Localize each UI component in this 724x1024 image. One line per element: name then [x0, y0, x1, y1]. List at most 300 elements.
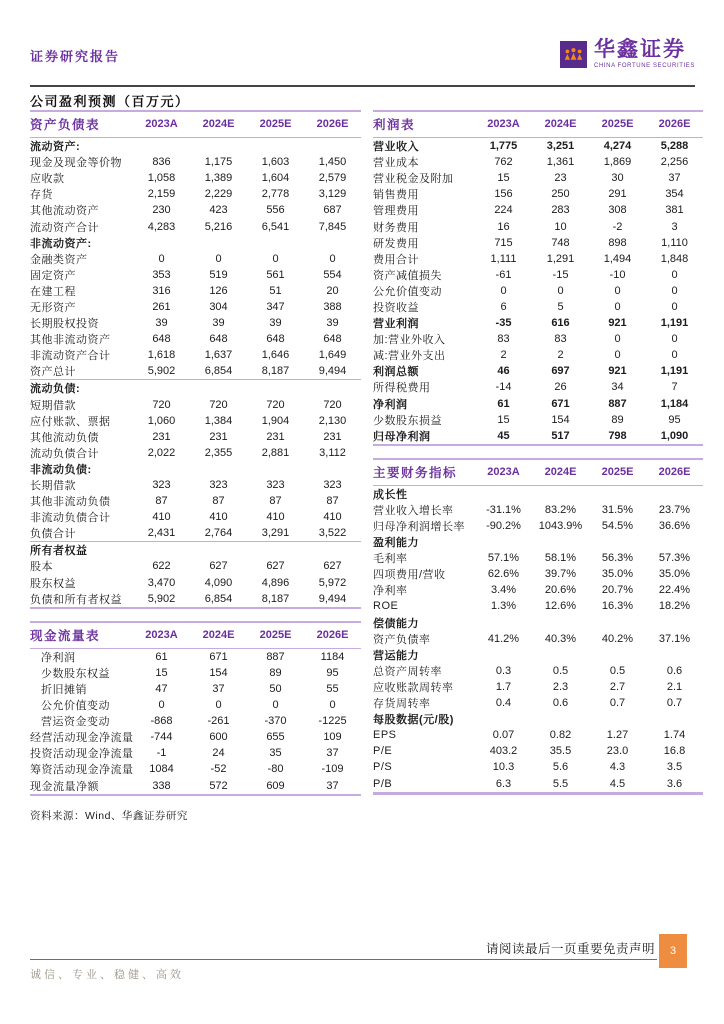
row-label: 四项费用/营收: [373, 569, 446, 582]
cell-value: 54.5%: [601, 520, 634, 533]
cell-value: 231: [323, 430, 342, 443]
table-header-row: [30, 621, 361, 649]
cell-value: 6,854: [204, 365, 233, 378]
table-row: [373, 138, 703, 154]
cell-value: 1,775: [489, 140, 518, 153]
right-column: [373, 110, 703, 807]
table-row: [373, 759, 703, 775]
cell-value: -261: [207, 715, 230, 728]
cell-value: 16.8: [663, 745, 686, 758]
cell-value: 5,288: [660, 140, 689, 153]
column-header: 2023A: [145, 628, 178, 641]
cell-value: 36.6%: [658, 520, 691, 533]
table-row: [30, 413, 361, 429]
row-label: 偿债能力: [373, 617, 419, 630]
column-header: 2026E: [658, 465, 691, 478]
table-title: 利润表: [373, 118, 416, 132]
row-label: 折旧摊销: [41, 683, 87, 696]
table-row: [30, 713, 361, 729]
cell-value: 2,355: [204, 446, 233, 459]
row-label: 长期借款: [30, 480, 76, 493]
cell-value: 22.4%: [658, 584, 691, 597]
cell-value: 231: [152, 430, 171, 443]
cell-value: 230: [152, 204, 171, 217]
table-row: [373, 428, 703, 446]
cell-value: 403.2: [489, 745, 518, 758]
cell-value: 1,646: [261, 349, 290, 362]
cell-value: 648: [266, 333, 285, 346]
cell-value: 20: [326, 284, 339, 297]
row-label: 现金及现金等价物: [30, 157, 122, 170]
row-label: 股本: [30, 561, 53, 574]
cell-value: 0: [329, 699, 336, 712]
cell-value: 1,848: [660, 252, 689, 265]
cell-value: 5,972: [318, 576, 347, 589]
cell-value: 720: [266, 398, 285, 411]
cell-value: 8,187: [261, 365, 290, 378]
brand-subtitle: CHINA FORTUNE SECURITIES: [594, 63, 695, 69]
row-label: 流动资产:: [30, 141, 81, 154]
cell-value: 1043.9%: [538, 520, 583, 533]
cell-value: 10: [554, 220, 567, 233]
cell-value: 2,130: [318, 414, 347, 427]
row-label: 在建工程: [30, 285, 76, 298]
cell-value: 798: [608, 429, 627, 442]
row-label: 投资活动现金净流量: [30, 748, 134, 761]
cell-value: 1,494: [603, 252, 632, 265]
table-row: [30, 665, 361, 681]
cell-value: 5.6: [552, 761, 569, 774]
cell-value: 0: [272, 699, 279, 712]
table-row: [30, 493, 361, 509]
cell-value: 0: [158, 252, 165, 265]
cell-value: 609: [266, 779, 285, 792]
cell-value: 1,384: [204, 414, 233, 427]
cell-value: -1225: [318, 715, 347, 728]
cell-value: 1,604: [261, 172, 290, 185]
row-label: 净利润: [373, 398, 408, 411]
cell-value: 9,494: [318, 365, 347, 378]
table-row: [373, 598, 703, 614]
cell-value: 354: [665, 188, 684, 201]
cell-value: 5,216: [204, 220, 233, 233]
row-label: 股东权益: [30, 577, 76, 590]
cell-value: 1,618: [147, 349, 176, 362]
cell-value: 671: [551, 397, 570, 410]
table-row: [30, 509, 361, 525]
cell-value: 1,184: [660, 397, 689, 410]
cell-value: 0.5: [609, 664, 626, 677]
cell-value: 5: [557, 300, 564, 313]
cell-value: 0: [614, 349, 621, 362]
row-label: 应收账款周转率: [373, 681, 454, 694]
table-title: 资产负债表: [30, 118, 101, 132]
cell-value: 308: [608, 204, 627, 217]
cell-value: -52: [210, 763, 227, 776]
cell-value: 56.3%: [601, 552, 634, 565]
cell-value: 35.0%: [601, 568, 634, 581]
cell-value: 3.6: [666, 777, 683, 790]
cell-value: 1,058: [147, 172, 176, 185]
section-row: [373, 711, 703, 727]
table-row: [373, 331, 703, 347]
cell-value: 1,869: [603, 156, 632, 169]
cell-value: 89: [611, 413, 624, 426]
row-label: 营业利润: [373, 318, 419, 331]
cell-value: 20.6%: [544, 584, 577, 597]
cell-value: 83: [497, 333, 510, 346]
column-header: 2024E: [202, 628, 235, 641]
table-row: [373, 202, 703, 218]
key-indicators-table: [373, 458, 703, 795]
row-label: 营业收入增长率: [373, 504, 454, 517]
brand-name: 华鑫证券: [594, 38, 687, 61]
cell-value: 89: [269, 666, 282, 679]
table-row: [30, 154, 361, 170]
cell-value: 6,541: [261, 220, 290, 233]
cell-value: 2,881: [261, 446, 290, 459]
table-row: [30, 745, 361, 761]
row-label: 非流动资产合计: [30, 350, 111, 363]
footer-motto: 诚信、专业、稳健、高效: [30, 969, 184, 981]
cell-value: 0.07: [492, 729, 515, 742]
cell-value: -744: [150, 731, 173, 744]
cell-value: 283: [551, 204, 570, 217]
cell-value: 338: [152, 779, 171, 792]
table-row: [373, 566, 703, 582]
table-row: [373, 550, 703, 566]
cell-value: 616: [551, 317, 570, 330]
balance-sheet-table: [30, 110, 361, 609]
cell-value: 1,090: [660, 429, 689, 442]
cell-value: 46: [497, 365, 510, 378]
cell-value: 9,494: [318, 592, 347, 605]
cell-value: 51: [269, 284, 282, 297]
cell-value: 261: [152, 300, 171, 313]
cell-value: 5.5: [552, 777, 569, 790]
row-label: 资产负债率: [373, 633, 431, 646]
cell-value: 58.1%: [544, 552, 577, 565]
table-row: [30, 331, 361, 347]
column-header: 2025E: [259, 628, 292, 641]
row-label: 负债合计: [30, 528, 76, 541]
row-label: 经营活动现金净流量: [30, 732, 134, 745]
table-row: [373, 154, 703, 170]
row-label: 资产总计: [30, 366, 76, 379]
cell-value: 4,896: [261, 576, 290, 589]
row-label: 费用合计: [373, 253, 419, 266]
cell-value: 1184: [320, 650, 345, 663]
cell-value: 0: [671, 300, 678, 313]
table-row: [30, 251, 361, 267]
footer-divider: [30, 959, 657, 960]
table-row: [30, 558, 361, 574]
cell-value: 2.3: [552, 680, 569, 693]
cell-value: 18.2%: [658, 600, 691, 613]
cell-value: 1,191: [660, 365, 689, 378]
cell-value: -80: [267, 763, 284, 776]
cell-value: 720: [323, 398, 342, 411]
cell-value: -61: [495, 268, 512, 281]
table-row: [30, 697, 361, 713]
cell-value: -90.2%: [486, 520, 521, 533]
cell-value: 0: [614, 333, 621, 346]
cell-value: 316: [152, 284, 171, 297]
cell-value: 0: [500, 284, 507, 297]
cell-value: 0: [557, 284, 564, 297]
row-label: ROE: [373, 600, 399, 613]
column-header: 2025E: [601, 465, 634, 478]
cell-value: 2,778: [261, 188, 290, 201]
table-row: [373, 170, 703, 186]
table-row: [30, 283, 361, 299]
cell-value: -10: [609, 268, 626, 281]
cell-value: 381: [665, 204, 684, 217]
column-header: 2023A: [487, 118, 520, 130]
table-row: [373, 283, 703, 299]
section-row: [30, 138, 361, 154]
cell-value: 35.5: [549, 745, 572, 758]
row-label: 营运资金变动: [41, 716, 110, 729]
cell-value: 0.82: [549, 729, 572, 742]
row-label: 非流动负债:: [30, 463, 92, 476]
row-label: 存货周转率: [373, 698, 431, 711]
cell-value: 0: [614, 300, 621, 313]
cell-value: 323: [266, 479, 285, 492]
cell-value: 1,175: [204, 156, 233, 169]
header-divider: [30, 85, 695, 87]
cell-value: 715: [494, 236, 513, 249]
section-row: [30, 461, 361, 477]
cell-value: 3.4%: [490, 584, 517, 597]
row-label: 其他流动负债: [30, 431, 99, 444]
row-label: 应付账款、票据: [30, 415, 111, 428]
cell-value: 2,022: [147, 446, 176, 459]
row-label: 销售费用: [373, 189, 419, 202]
cell-value: 347: [266, 300, 285, 313]
cell-value: 0.5: [552, 664, 569, 677]
row-label: 流动资产合计: [30, 221, 99, 234]
row-label: 所有者权益: [30, 545, 88, 558]
column-header: 2025E: [259, 118, 292, 130]
section-row: [30, 380, 361, 396]
cell-value: 648: [323, 333, 342, 346]
cell-value: 40.3%: [544, 632, 577, 645]
cell-value: 1,904: [261, 414, 290, 427]
row-label: 长期股权投资: [30, 318, 99, 331]
table-row: [30, 575, 361, 591]
row-label: 流动负债:: [30, 383, 81, 396]
table-row: [373, 663, 703, 679]
cell-value: 39: [155, 317, 168, 330]
cell-value: 1,191: [660, 317, 689, 330]
cell-value: -109: [321, 763, 344, 776]
row-label: 所得税费用: [373, 382, 431, 395]
cell-value: 39: [212, 317, 225, 330]
table-row: [30, 777, 361, 795]
cell-value: 0.6: [666, 664, 683, 677]
cell-value: 23.7%: [658, 503, 691, 516]
cell-value: 0.7: [609, 697, 626, 710]
table-row: [373, 347, 703, 363]
cell-value: 15: [497, 413, 510, 426]
row-label: 非流动资产:: [30, 237, 92, 250]
cell-value: 0: [671, 333, 678, 346]
cell-value: 6: [500, 300, 507, 313]
cell-value: 627: [266, 560, 285, 573]
row-label: 利润总额: [373, 366, 419, 379]
cell-value: 2,256: [660, 156, 689, 169]
table-row: [30, 681, 361, 697]
cell-value: 323: [323, 479, 342, 492]
table-row: [373, 695, 703, 711]
row-label: P/E: [373, 745, 393, 758]
cell-value: -15: [552, 268, 569, 281]
cell-value: 250: [551, 188, 570, 201]
cell-value: 554: [323, 268, 342, 281]
cell-value: 697: [551, 365, 570, 378]
cell-value: -2: [612, 220, 623, 233]
cell-value: 921: [608, 317, 627, 330]
cell-value: 762: [494, 156, 513, 169]
cell-value: 4,090: [204, 576, 233, 589]
report-type-label: 证券研究报告: [30, 49, 121, 64]
cell-value: 35.0%: [658, 568, 691, 581]
cell-value: 87: [269, 495, 282, 508]
cell-value: 47: [155, 682, 168, 695]
row-label: 盈利能力: [373, 537, 419, 550]
row-label: 少数股东权益: [41, 667, 110, 680]
row-label: P/S: [373, 761, 393, 774]
row-label: EPS: [373, 729, 397, 742]
cell-value: 15: [155, 666, 168, 679]
table-row: [373, 775, 703, 794]
cell-value: 1,111: [490, 252, 517, 265]
cell-value: 600: [209, 731, 228, 744]
table-row: [30, 761, 361, 777]
cell-value: 8,187: [261, 592, 290, 605]
cell-value: 2: [557, 349, 564, 362]
row-label: 公允价值变动: [41, 700, 110, 713]
cell-value: 37: [212, 682, 225, 695]
table-row: [373, 743, 703, 759]
cell-value: 1,389: [204, 172, 233, 185]
row-label: 筹资活动现金净流量: [30, 764, 134, 777]
cell-value: 26: [554, 381, 567, 394]
table-row: [30, 363, 361, 380]
brand-logo: [560, 38, 695, 69]
cell-value: 0: [671, 284, 678, 297]
row-label: 加:营业外收入: [373, 334, 446, 347]
row-label: 无形资产: [30, 301, 76, 314]
column-header: 2024E: [544, 465, 577, 478]
cell-value: 0: [215, 699, 222, 712]
cell-value: 0: [215, 252, 222, 265]
cell-value: 648: [209, 333, 228, 346]
table-row: [30, 218, 361, 234]
table-row: [373, 315, 703, 331]
cell-value: 2: [500, 349, 507, 362]
cell-value: 45: [497, 429, 510, 442]
cell-value: 156: [494, 188, 513, 201]
cell-value: 1,649: [318, 349, 347, 362]
table-row: [373, 518, 703, 534]
cell-value: 1,450: [318, 156, 347, 169]
cell-value: 224: [494, 204, 513, 217]
cell-value: 231: [209, 430, 228, 443]
row-label: 应收款: [30, 173, 65, 186]
row-label: 投资收益: [373, 301, 419, 314]
section-row: [373, 647, 703, 663]
row-label: 资产减值损失: [373, 269, 442, 282]
cell-value: 0: [671, 349, 678, 362]
table-row: [373, 363, 703, 379]
cell-value: 0: [671, 268, 678, 281]
table-row: [30, 202, 361, 218]
cell-value: -868: [150, 715, 173, 728]
cell-value: 41.2%: [487, 632, 520, 645]
cell-value: 61: [497, 397, 510, 410]
row-label: 毛利率: [373, 553, 408, 566]
section-row: [30, 235, 361, 251]
table-row: [30, 729, 361, 745]
cell-value: 622: [152, 560, 171, 573]
cell-value: 39: [269, 317, 282, 330]
cell-value: 37.1%: [658, 632, 691, 645]
column-header: 2026E: [316, 118, 349, 130]
cell-value: 1.7: [495, 680, 512, 693]
cell-value: 0.3: [495, 664, 512, 677]
cell-value: 7,845: [318, 220, 347, 233]
row-label: 净利率: [373, 585, 408, 598]
table-row: [30, 347, 361, 363]
cell-value: 5,902: [147, 365, 176, 378]
cell-value: 1,291: [546, 252, 575, 265]
table-row: [30, 591, 361, 609]
cell-value: 0: [329, 252, 336, 265]
cell-value: 35: [269, 747, 282, 760]
cell-value: 836: [152, 156, 171, 169]
cash-flow-table: [30, 621, 361, 796]
cell-value: 3,522: [318, 527, 347, 540]
table-row: [30, 429, 361, 445]
row-label: 营业税金及附加: [373, 173, 454, 186]
cell-value: 16.3%: [601, 600, 634, 613]
row-label: 少数股东损益: [373, 414, 442, 427]
table-row: [30, 477, 361, 493]
row-label: 归母净利润: [373, 430, 431, 443]
table-header-row: [30, 110, 361, 138]
cell-value: 410: [209, 511, 228, 524]
cell-value: 37: [326, 779, 339, 792]
cell-value: -1: [156, 747, 167, 760]
row-label: 成长性: [373, 488, 408, 501]
cell-value: 0.4: [495, 697, 512, 710]
cell-value: 37: [326, 747, 339, 760]
cell-value: 410: [323, 511, 342, 524]
cell-value: 87: [326, 495, 339, 508]
cell-value: 1.3%: [490, 600, 517, 613]
source-note: 资料来源：Wind、华鑫证券研究: [30, 809, 188, 822]
cell-value: 388: [323, 300, 342, 313]
cell-value: 3,470: [147, 576, 176, 589]
cell-value: 231: [266, 430, 285, 443]
row-label: 财务费用: [373, 221, 419, 234]
left-column: [30, 110, 361, 823]
cell-value: 37: [668, 172, 681, 185]
table-header-row: [373, 458, 703, 486]
table-row: [373, 396, 703, 412]
